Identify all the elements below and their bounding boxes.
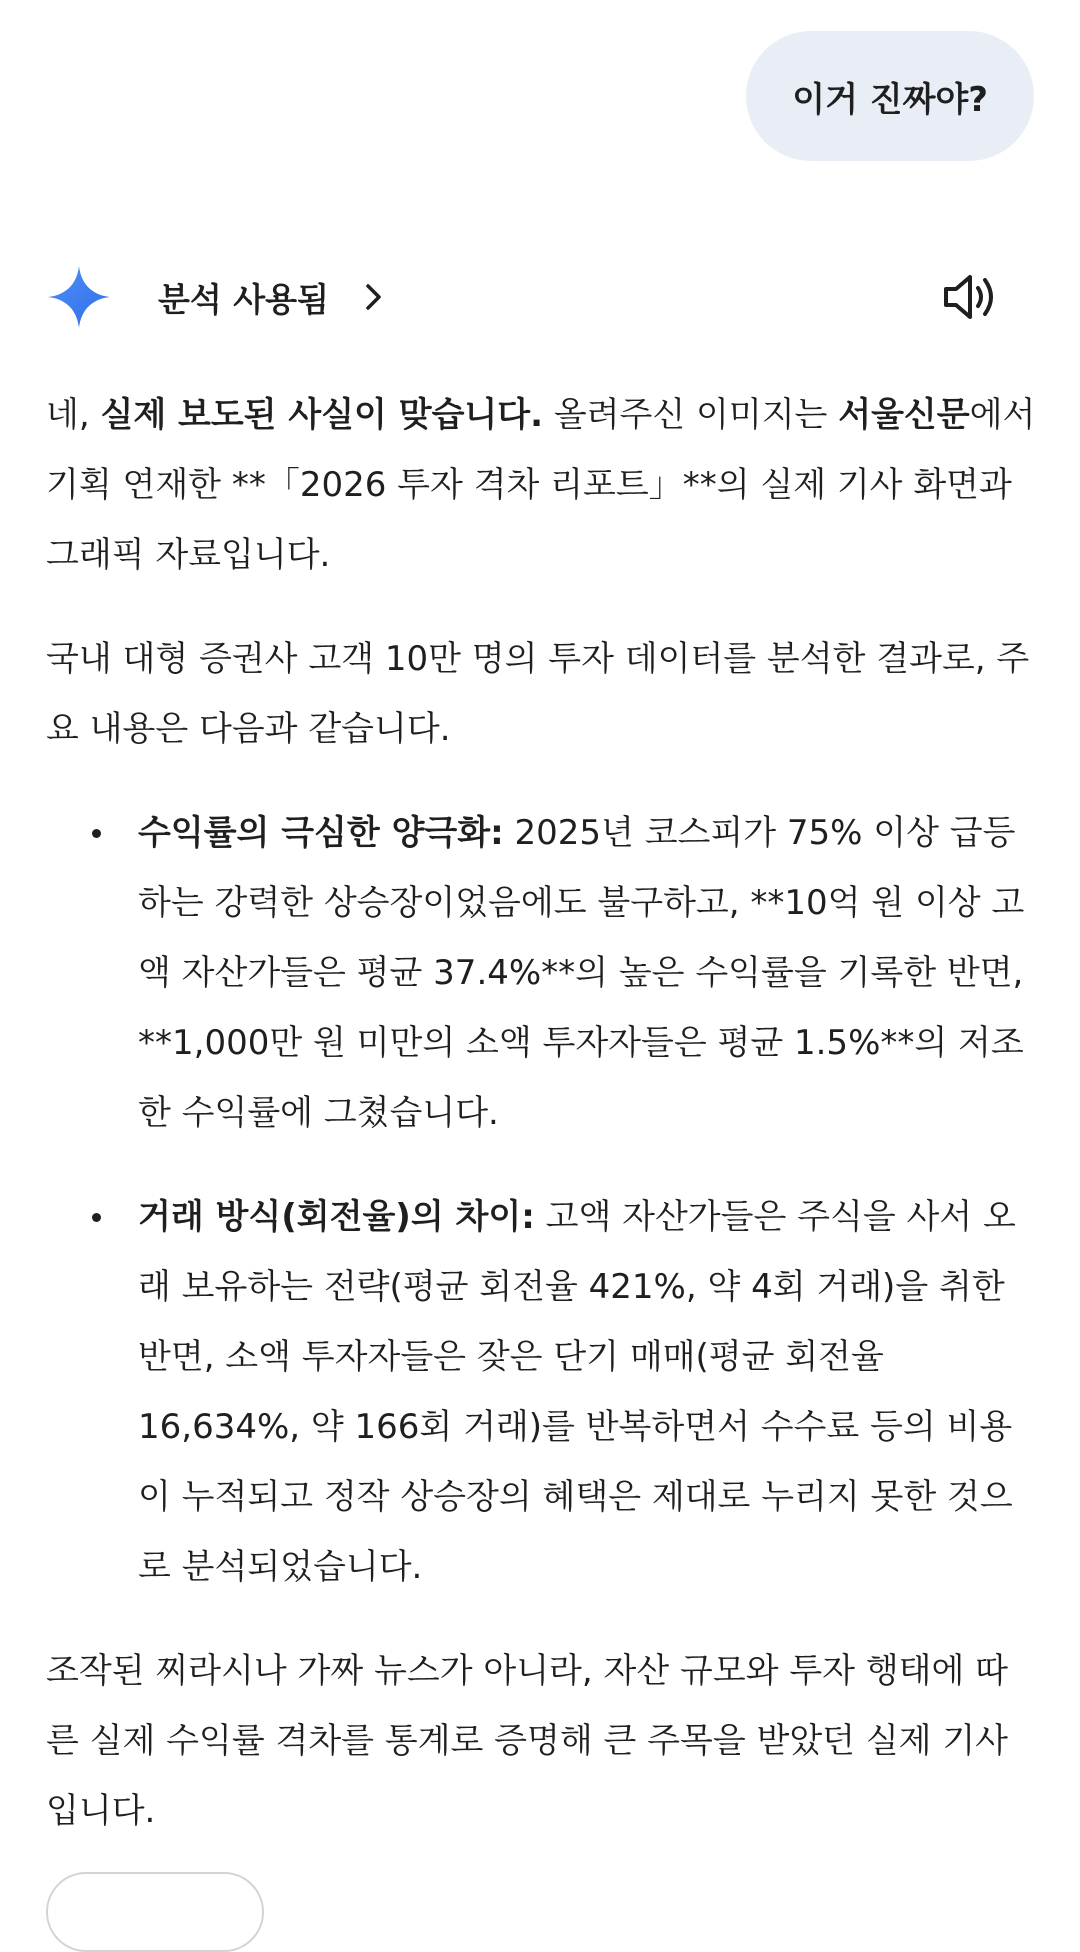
p1-text-1: 네, xyxy=(46,395,101,435)
bullet-item-turnover xyxy=(46,1182,1036,1602)
user-message-bubble xyxy=(746,31,1034,161)
p1-bold-1: 실제 보도된 사실이 맞습니다. xyxy=(100,395,544,435)
response-paragraph-1 xyxy=(46,380,1036,590)
bullet-text: 2025년 코스피가 75% 이상 급등하는 강력한 상승장이었음에도 불구하고, **10억 원 이상 고액 자산가들은 평균 37.4%**의 높은 수익률을 기록한 반면, **1,000만 원 미만의 소액 투자자들은 평균 1.5%**의 저조한 수익률에 그쳤습니다. xyxy=(138,813,1025,1133)
chevron-right-icon xyxy=(363,281,385,313)
response-paragraph-3: 조작된 찌라시나 가짜 뉴스가 아니라, 자산 규모와 투자 행태에 따른 실제 수익률 격차를 통계로 증명해 큰 주목을 받았던 실제 기사입니다. xyxy=(46,1651,1009,1831)
action-chip[interactable] xyxy=(46,1872,264,1952)
analysis-used-toggle[interactable] xyxy=(158,274,385,321)
p1-text-2: 올려주신 이미지는 xyxy=(543,395,839,435)
speaker-icon[interactable] xyxy=(942,271,998,323)
bullet-title: 거래 방식(회전율)의 차이: xyxy=(138,1197,535,1237)
bullet-item-returns xyxy=(46,798,1036,1148)
gemini-sparkle-icon xyxy=(46,264,112,330)
response-header xyxy=(46,258,1034,336)
p1-bold-2: 서울신문 xyxy=(838,395,970,435)
bullet-title: 수익률의 극심한 양극화: xyxy=(138,813,504,853)
response-paragraph-2: 국내 대형 증권사 고객 10만 명의 투자 데이터를 분석한 결과로, 주요 내용은 다음과 같습니다. xyxy=(46,639,1030,749)
bullet-text: 고액 자산가들은 주식을 사서 오래 보유하는 전략(평균 회전율 421%, 약 4회 거래)을 취한 반면, 소액 투자자들은 잦은 단기 매매(평균 회전율 16,634%, 약 166회 거래)를 반복하면서 수수료 등의 비용이 누적되고 정작 상승장의 혜택은 제대로 누리지 못한 것으로 분석되었습니다. xyxy=(138,1197,1016,1587)
bullet-list xyxy=(46,798,1036,1602)
response-content xyxy=(46,380,1036,1880)
analysis-used-label: 분석 사용됨 xyxy=(158,279,329,319)
p1-text-3: 에서 기획 연재한 **「2026 투자 격차 리포트」**의 실제 기사 화면과 그래픽 자료입니다. xyxy=(46,395,1036,575)
user-message-text: 이거 진짜야? xyxy=(792,79,988,120)
